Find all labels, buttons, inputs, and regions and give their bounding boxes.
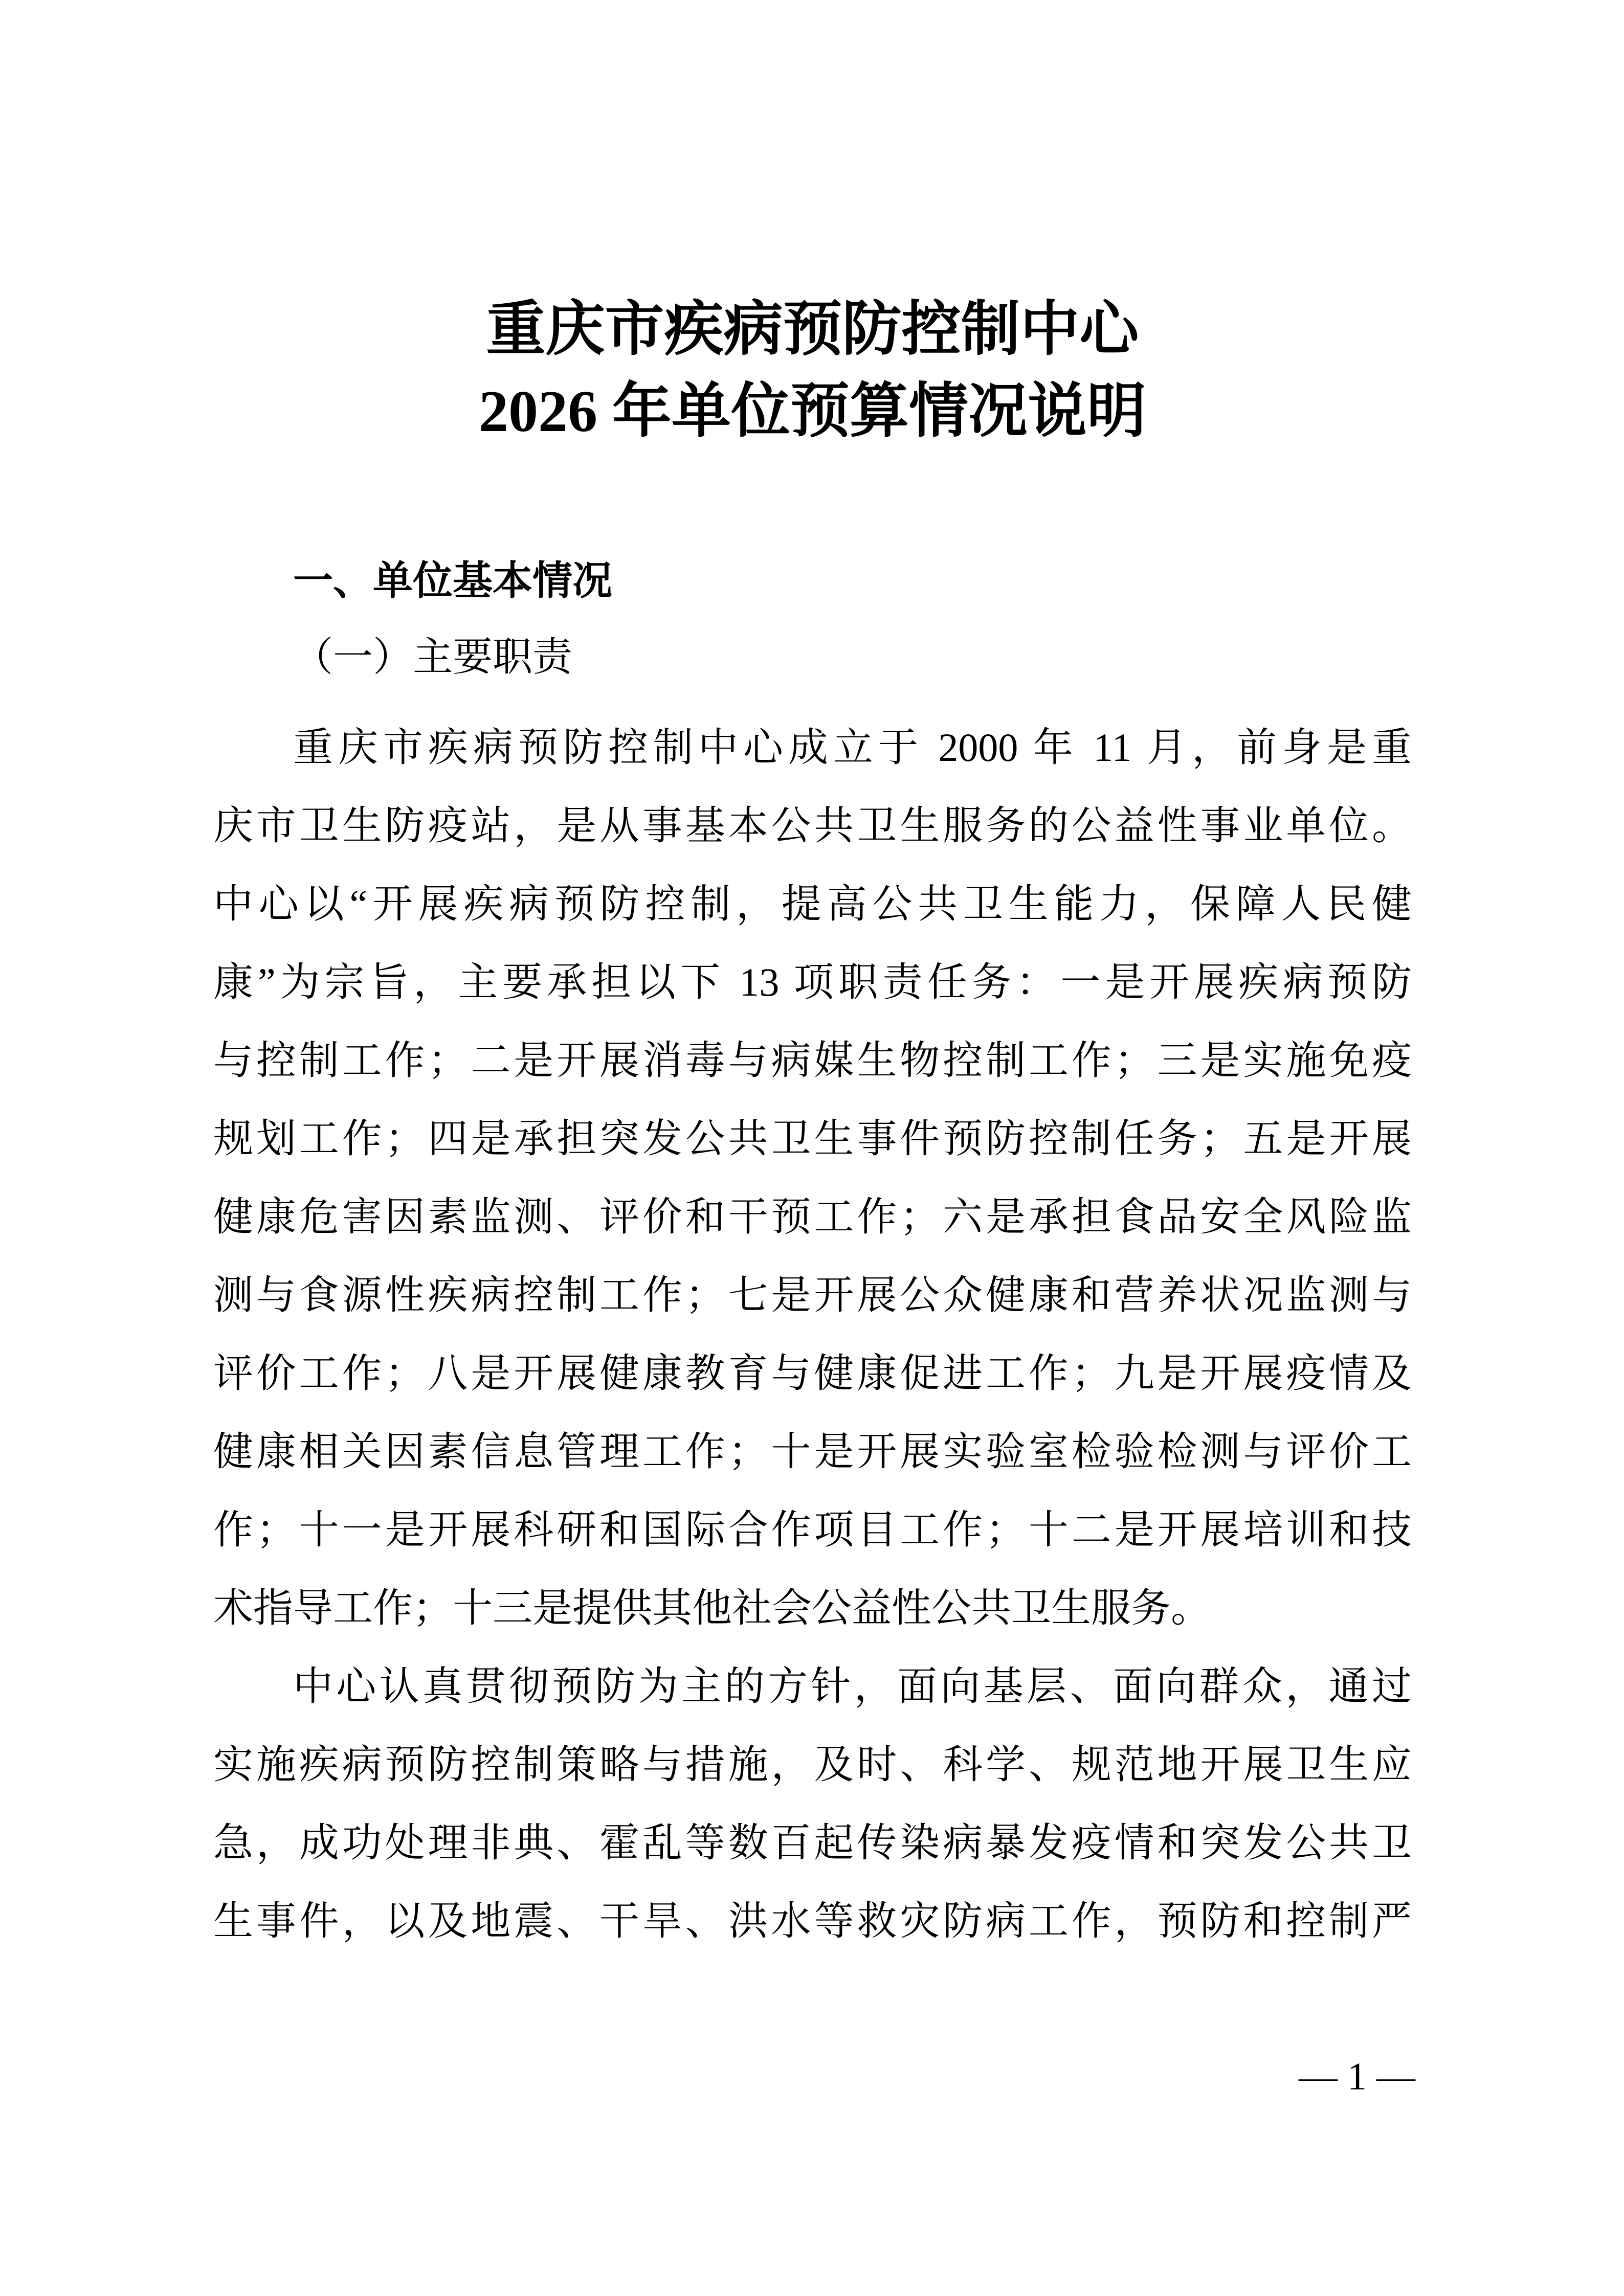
paragraph-line: 中心以“开展疾病预防控制，提高公共卫生能力，保障人民健 xyxy=(213,882,1412,926)
document-title-line1: 重庆市疾病预防控制中心 xyxy=(486,297,1139,363)
paragraph-line: 作；十一是开展科研和国际合作项目工作；十二是开展培训和技 xyxy=(213,1507,1412,1552)
paragraph-line: 重庆市疾病预防控制中心成立于 2000 年 11 月，前身是重 xyxy=(293,725,1412,770)
paragraph-line: 术指导工作；十三是提供其他社会公益性公共卫生服务。 xyxy=(213,1586,1211,1630)
body-text xyxy=(213,708,1412,1960)
subsection-heading: （一）主要职责 xyxy=(293,635,573,679)
paragraph-line: 生事件，以及地震、干旱、洪水等救灾防病工作，预防和控制严 xyxy=(213,1899,1412,1943)
page-number: — 1 — xyxy=(1299,2055,1415,2098)
paragraph-line: 评价工作；八是开展健康教育与健康促进工作；九是开展疫情及 xyxy=(213,1351,1412,1395)
paragraph-line: 急，成功处理非典、霍乱等数百起传染病暴发疫情和突发公共卫 xyxy=(213,1820,1412,1865)
section-heading: 一、单位基本情况 xyxy=(293,558,613,603)
paragraph-line: 实施疾病预防控制策略与措施，及时、科学、规范地开展卫生应 xyxy=(213,1742,1412,1787)
paragraph-line: 健康危害因素监测、评价和干预工作；六是承担食品安全风险监 xyxy=(213,1195,1412,1239)
paragraph-line: 庆市卫生防疫站，是从事基本公共卫生服务的公益性事业单位。 xyxy=(213,803,1412,848)
paragraph-1 xyxy=(213,708,1412,1647)
paragraph-line: 与控制工作；二是开展消毒与病媒生物控制工作；三是实施免疫 xyxy=(213,1038,1412,1083)
document-title-line2: 2026 年单位预算情况说明 xyxy=(479,379,1146,444)
paragraph-line: 康”为宗旨，主要承担以下 13 项职责任务：一是开展疾病预防 xyxy=(213,960,1412,1004)
paragraph-line: 健康相关因素信息管理工作；十是开展实验室检验检测与评价工 xyxy=(213,1429,1412,1474)
paragraph-line: 规划工作；四是承担突发公共卫生事件预防控制任务；五是开展 xyxy=(213,1116,1412,1161)
paragraph-line: 中心认真贯彻预防为主的方针，面向基层、面向群众，通过 xyxy=(293,1664,1412,1708)
paragraph-2 xyxy=(213,1647,1412,1960)
paragraph-line: 测与食源性疾病控制工作；七是开展公众健康和营养状况监测与 xyxy=(213,1273,1412,1317)
